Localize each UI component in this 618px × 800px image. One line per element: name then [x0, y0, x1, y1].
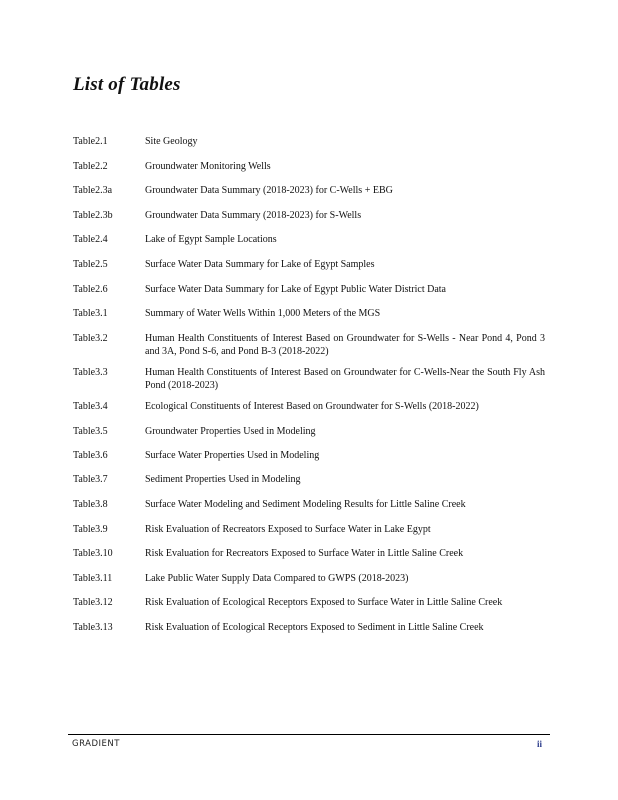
list-item — [73, 499, 545, 512]
table-number: Table2.4 — [73, 234, 108, 245]
table-number: Table2.6 — [73, 284, 108, 295]
table-number: Table3.10 — [73, 548, 113, 559]
list-item — [73, 597, 545, 610]
list-item — [73, 185, 545, 198]
list-item — [73, 401, 545, 414]
gradient-logo: GRADIENT — [72, 739, 120, 749]
list-item — [73, 524, 545, 537]
list-item — [73, 450, 545, 463]
table-title: Groundwater Properties Used in Modeling — [145, 426, 316, 437]
table-title: Groundwater Data Summary (2018-2023) for C-Wells + EBG — [145, 185, 393, 196]
table-title: Site Geology — [145, 136, 198, 147]
table-title: Surface Water Properties Used in Modeling — [145, 450, 320, 461]
table-title: Groundwater Data Summary (2018-2023) for S-Wells — [145, 210, 362, 221]
list-item — [73, 210, 545, 223]
list-item — [73, 548, 545, 561]
table-title: Ecological Constituents of Interest Based on Groundwater for S-Wells (2018-2022) — [145, 401, 479, 412]
list-item — [73, 308, 545, 321]
table-number: Table3.5 — [73, 426, 108, 437]
table-number: Table3.4 — [73, 401, 108, 412]
page-title: List of Tables — [73, 74, 181, 95]
list-item — [73, 259, 545, 272]
table-title: Lake of Egypt Sample Locations — [145, 234, 277, 245]
list-item — [73, 234, 545, 247]
table-title: Risk Evaluation of Recreators Exposed to Surface Water in Lake Egypt — [145, 524, 431, 535]
list-item — [73, 622, 545, 635]
table-number: Table2.1 — [73, 136, 108, 147]
table-title: Groundwater Monitoring Wells — [145, 161, 271, 172]
table-number: Table3.8 — [73, 499, 108, 510]
list-item — [73, 426, 545, 439]
page-number: ii — [537, 739, 543, 749]
list-item — [73, 284, 545, 297]
table-title: Human Health Constituents of Interest Based on Groundwater for C-Wells-Near the South Fly Ash Pond (2018-2023) — [145, 367, 545, 391]
table-number: Table3.11 — [73, 573, 113, 584]
list-item — [73, 333, 545, 358]
table-title: Surface Water Data Summary for Lake of Egypt Public Water District Data — [145, 284, 446, 295]
table-title: Surface Water Data Summary for Lake of Egypt Samples — [145, 259, 375, 270]
table-title: Risk Evaluation of Ecological Receptors Exposed to Sediment in Little Saline Creek — [145, 622, 484, 633]
list-item — [73, 161, 545, 174]
table-number: Table2.3b — [73, 210, 113, 221]
table-number: Table3.1 — [73, 308, 108, 319]
list-item — [73, 136, 545, 149]
table-title: Sediment Properties Used in Modeling — [145, 474, 301, 485]
footer-divider — [68, 734, 550, 735]
table-number: Table3.2 — [73, 333, 108, 344]
list-item — [73, 367, 545, 392]
table-title: Surface Water Modeling and Sediment Modeling Results for Little Saline Creek — [145, 499, 466, 510]
table-number: Table3.12 — [73, 597, 113, 608]
table-title: Lake Public Water Supply Data Compared to GWPS (2018-2023) — [145, 573, 409, 584]
table-number: Table3.6 — [73, 450, 108, 461]
list-item — [73, 573, 545, 586]
table-number: Table3.9 — [73, 524, 108, 535]
table-title: Risk Evaluation of Ecological Receptors Exposed to Surface Water in Little Saline Creek — [145, 597, 503, 608]
table-number: Table2.3a — [73, 185, 113, 196]
table-number: Table3.13 — [73, 622, 113, 633]
table-title: Human Health Constituents of Interest Based on Groundwater for S-Wells - Near Pond 4, Pond 3 and 3A, Pond S-6, and Pond B-3 (2018-2022) — [145, 333, 545, 357]
table-number: Table2.2 — [73, 161, 108, 172]
table-number: Table2.5 — [73, 259, 108, 270]
list-item — [73, 474, 545, 487]
table-title: Summary of Water Wells Within 1,000 Meters of the MGS — [145, 308, 381, 319]
table-number: Table3.3 — [73, 367, 108, 378]
table-number: Table3.7 — [73, 474, 108, 485]
table-title: Risk Evaluation for Recreators Exposed to Surface Water in Little Saline Creek — [145, 548, 464, 559]
